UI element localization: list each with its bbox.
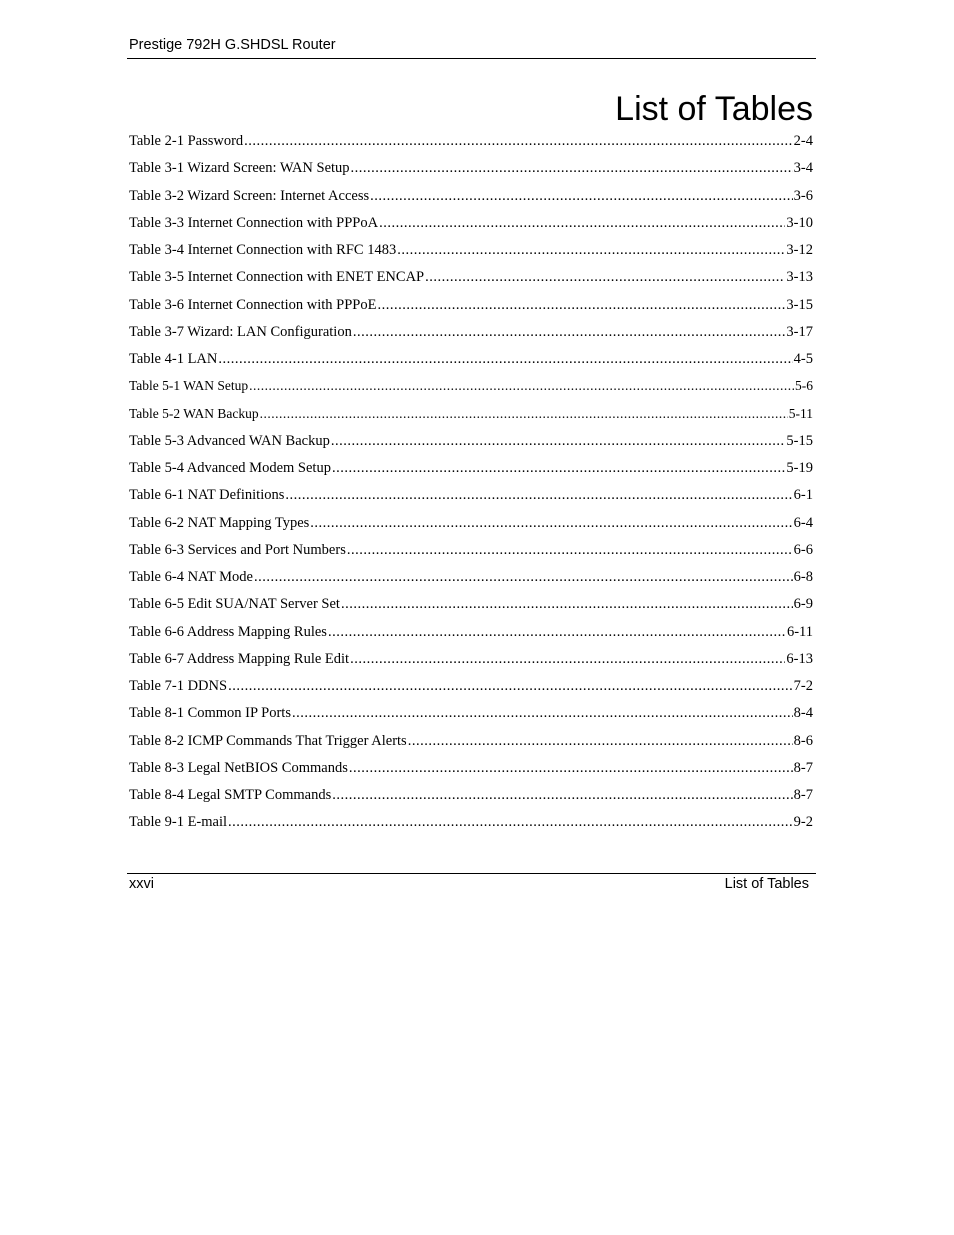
toc-entry-label: Table 5-4 Advanced Modem Setup <box>129 460 331 476</box>
dot-leader <box>350 651 785 668</box>
toc-entry-page: 8-4 <box>793 705 813 722</box>
footer-section-title: List of Tables <box>724 876 809 892</box>
toc-entry-page: 3-4 <box>793 160 813 177</box>
toc-entry[interactable] <box>129 814 813 841</box>
toc-entry-page: 6-1 <box>793 487 813 504</box>
toc-entry-label: Table 5-3 Advanced WAN Backup <box>129 432 330 449</box>
toc-entry-label: Table 3-4 Internet Connection with RFC 1483 <box>129 242 397 258</box>
dot-leader <box>254 569 793 586</box>
toc-entry[interactable] <box>129 678 813 705</box>
toc-entry-label: Table 3-2 Wizard Screen: Internet Access <box>129 187 370 204</box>
toc-entry[interactable] <box>129 733 813 760</box>
toc-entry[interactable] <box>129 351 813 378</box>
dot-leader <box>341 596 793 613</box>
toc-entry-page: 9-2 <box>793 814 813 831</box>
toc-entry-label: Table 6-5 Edit SUA/NAT Server Set <box>129 596 340 613</box>
toc-entry[interactable] <box>129 242 813 269</box>
dot-leader <box>332 787 792 804</box>
dot-leader <box>370 188 793 205</box>
dot-leader <box>292 705 793 722</box>
toc-entry[interactable] <box>129 378 813 405</box>
toc-entry-label: Table 3-1 Wizard Screen: WAN Setup <box>129 160 350 177</box>
toc-entry-page: 6-11 <box>786 623 813 640</box>
dot-leader <box>249 378 794 394</box>
toc-entry-label: Table 8-1 Common IP Ports <box>129 705 291 722</box>
footer-page-number: xxvi <box>129 876 154 892</box>
toc-entry-label: Table 4-1 LAN <box>129 351 218 367</box>
dot-leader <box>408 733 793 750</box>
dot-leader <box>228 814 793 831</box>
toc-entry-page: 6-9 <box>793 596 813 613</box>
toc-entry-page: 6-6 <box>793 541 813 558</box>
toc-entry-page: 4-5 <box>793 351 813 367</box>
toc-entry[interactable] <box>129 760 813 787</box>
toc-entry[interactable] <box>129 487 813 514</box>
toc-entry-label: Table 6-7 Address Mapping Rule Edit <box>129 650 350 667</box>
toc-entry[interactable] <box>129 705 813 732</box>
toc-entry[interactable] <box>129 542 813 569</box>
toc-entry[interactable] <box>129 406 813 433</box>
toc-entry[interactable] <box>129 160 813 187</box>
toc-entry-page: 6-4 <box>793 514 813 531</box>
dot-leader <box>285 487 792 504</box>
toc-entry-label: Table 3-5 Internet Connection with ENET ENCAP <box>129 269 425 286</box>
toc-entry[interactable] <box>129 515 813 542</box>
toc-entry-page: 3-13 <box>786 269 813 286</box>
dot-leader <box>244 133 792 150</box>
footer-rule <box>127 873 816 874</box>
dot-leader <box>379 215 785 232</box>
toc-entry-page: 8-7 <box>793 759 813 776</box>
toc-entry[interactable] <box>129 133 813 160</box>
toc-entry-page: 8-7 <box>793 787 813 803</box>
toc-entry-label: Table 6-6 Address Mapping Rules <box>129 623 327 640</box>
toc-entry[interactable] <box>129 569 813 596</box>
dot-leader <box>260 406 788 422</box>
toc-entry-page: 2-4 <box>793 133 813 149</box>
toc-entry[interactable] <box>129 651 813 678</box>
toc-entry-label: Table 5-2 WAN Backup <box>129 405 259 421</box>
toc-entry[interactable] <box>129 297 813 324</box>
toc-entry-page: 3-10 <box>786 214 813 231</box>
toc-entry-label: Table 8-3 Legal NetBIOS Commands <box>129 759 348 776</box>
toc-entry-label: Table 3-3 Internet Connection with PPPoA <box>129 214 379 231</box>
header-rule <box>127 58 816 59</box>
toc-entry-page: 6-8 <box>793 569 813 585</box>
toc-entry[interactable] <box>129 269 813 296</box>
toc-entry-label: Table 6-4 NAT Mode <box>129 569 253 585</box>
dot-leader <box>397 242 785 259</box>
toc-entry-page: 7-2 <box>793 678 813 694</box>
toc-entry-label: Table 7-1 DDNS <box>129 678 228 694</box>
toc-entry-page: 5-15 <box>786 432 813 449</box>
dot-leader <box>351 160 793 177</box>
toc-entry-page: 3-12 <box>786 242 813 258</box>
toc-entry-page: 5-6 <box>795 378 813 394</box>
toc-entry[interactable] <box>129 624 813 651</box>
toc-entry-page: 8-6 <box>793 732 813 749</box>
dot-leader <box>349 760 793 777</box>
toc-entry-label: Table 5-1 WAN Setup <box>129 378 249 394</box>
dot-leader <box>331 433 786 450</box>
dot-leader <box>347 542 793 559</box>
running-header: Prestige 792H G.SHDSL Router <box>129 37 336 53</box>
toc-entry[interactable] <box>129 787 813 814</box>
dot-leader <box>218 351 792 368</box>
page-title: List of Tables <box>615 90 813 128</box>
toc-entry-label: Table 6-1 NAT Definitions <box>129 487 285 504</box>
toc-entry-label: Table 9-1 E-mail <box>129 814 228 831</box>
toc-entry-page: 3-17 <box>786 323 813 340</box>
toc-entry[interactable] <box>129 460 813 487</box>
toc-entry-label: Table 3-6 Internet Connection with PPPoE <box>129 296 377 313</box>
toc-entry-page: 3-15 <box>786 296 813 313</box>
toc-entry[interactable] <box>129 596 813 623</box>
toc-entry-label: Table 6-3 Services and Port Numbers <box>129 541 346 558</box>
dot-leader <box>425 269 785 286</box>
toc-entry-page: 6-13 <box>786 650 813 667</box>
dot-leader <box>228 678 793 695</box>
dot-leader <box>310 515 792 532</box>
toc-entry-label: Table 6-2 NAT Mapping Types <box>129 514 310 531</box>
dot-leader <box>377 297 785 314</box>
toc-entry[interactable] <box>129 188 813 215</box>
toc-entry[interactable] <box>129 433 813 460</box>
toc-entry-page: 5-11 <box>788 405 813 421</box>
toc-entry-page: 5-19 <box>786 460 813 476</box>
toc-entry-label: Table 3-7 Wizard: LAN Configuration <box>129 323 352 340</box>
list-of-tables <box>129 133 813 842</box>
toc-entry[interactable] <box>129 215 813 242</box>
toc-entry-label: Table 2-1 Password <box>129 133 244 149</box>
toc-entry[interactable] <box>129 324 813 351</box>
dot-leader <box>332 460 785 477</box>
toc-entry-label: Table 8-4 Legal SMTP Commands <box>129 787 332 803</box>
toc-entry-label: Table 8-2 ICMP Commands That Trigger Alerts <box>129 732 407 749</box>
dot-leader <box>353 324 786 341</box>
dot-leader <box>328 624 786 641</box>
toc-entry-page: 3-6 <box>793 187 813 204</box>
